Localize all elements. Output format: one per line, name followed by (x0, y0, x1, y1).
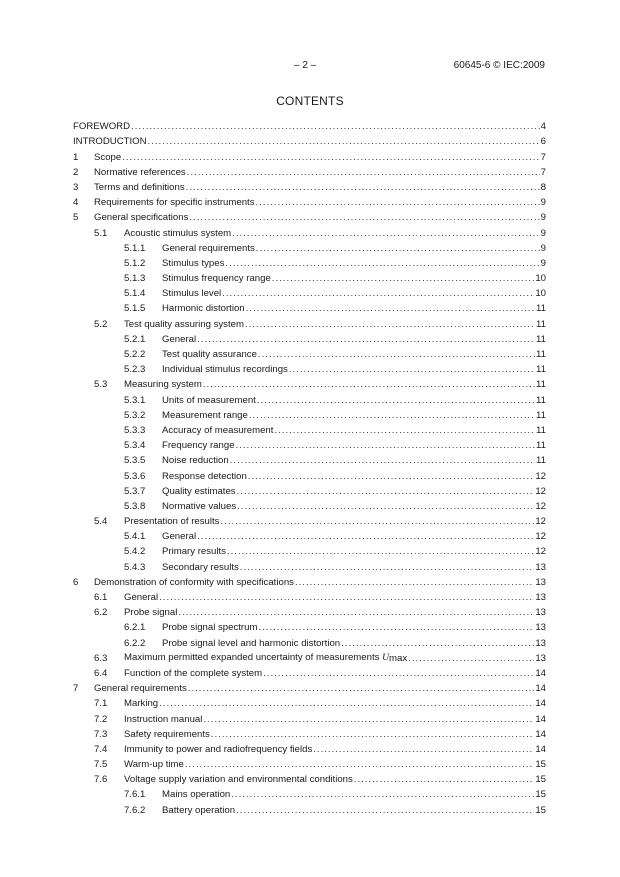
toc-entry-title: FOREWORD (73, 121, 131, 133)
toc-entry[interactable] (73, 679, 546, 694)
toc-entry-page: 13 (535, 561, 546, 573)
toc-entry-number: 6 (73, 576, 79, 588)
toc-entry[interactable] (73, 451, 546, 466)
toc-entry-page: 12 (535, 531, 546, 543)
toc-entry-number: 7.1 (94, 698, 108, 710)
toc-entry-number: 7.6.1 (124, 789, 146, 801)
toc-entry-number: 5.1.1 (124, 242, 146, 254)
dot-leader (313, 744, 534, 755)
toc-entry[interactable] (73, 147, 546, 162)
toc-entry-title: Response detection (162, 470, 247, 482)
dot-leader (274, 425, 535, 436)
toc-entry[interactable] (73, 588, 546, 603)
toc-entry-title: Secondary results (162, 561, 239, 573)
toc-entry-number: 5.4.1 (124, 531, 146, 543)
toc-entry-page: 7 (540, 166, 546, 178)
toc-entry[interactable] (73, 527, 546, 542)
toc-entry-page: 13 (535, 576, 546, 588)
toc-entry-number: 5.1 (94, 227, 108, 239)
toc-entry-title: Test quality assuring system (124, 318, 244, 330)
toc-entry-page: 6 (540, 136, 546, 148)
toc-entry-page: 14 (535, 698, 546, 710)
dot-leader (263, 668, 534, 679)
toc-entry-title: Primary results (162, 546, 226, 558)
toc-entry-page: 14 (535, 683, 546, 695)
toc-entry-number: 7.6 (94, 774, 108, 786)
toc-entry-number: 5.3.6 (124, 470, 146, 482)
dot-leader (231, 789, 534, 800)
toc-entry[interactable] (73, 299, 546, 314)
toc-entry[interactable] (73, 497, 546, 512)
toc-entry[interactable] (73, 269, 546, 284)
toc-entry-page: 15 (535, 774, 546, 786)
toc-entry-title: General specifications (94, 212, 189, 224)
toc-entry-page: 8 (540, 181, 546, 193)
toc-entry-number: 2 (73, 166, 79, 178)
toc-entry-title: Accuracy of measurement (162, 424, 274, 436)
toc-entry-number: 6.4 (94, 667, 108, 679)
toc-entry[interactable] (73, 694, 546, 709)
dot-leader (159, 592, 534, 603)
toc-entry-page: 11 (536, 440, 546, 452)
toc-entry[interactable] (73, 360, 546, 375)
contents-title: CONTENTS (276, 94, 344, 108)
dot-leader (131, 121, 540, 132)
toc-entry-number: 6.2.1 (124, 622, 146, 634)
toc-entry-number: 5.1.5 (124, 303, 146, 315)
toc-entry[interactable] (73, 254, 546, 269)
dot-leader (258, 622, 534, 633)
toc-entry-number: 7.3 (94, 728, 108, 740)
toc-entry-page: 14 (535, 743, 546, 755)
toc-entry[interactable] (73, 163, 546, 178)
toc-entry-page: 12 (535, 500, 546, 512)
toc-entry-title: INTRODUCTION (73, 136, 147, 148)
toc-entry-title: General (124, 592, 159, 603)
toc-entry[interactable] (73, 664, 546, 679)
toc-entry[interactable] (73, 482, 546, 497)
toc-entry-page: 11 (536, 409, 546, 421)
toc-entry-title: Probe signal spectrum (162, 622, 258, 634)
dot-leader (237, 486, 535, 497)
toc-entry-page: 12 (535, 485, 546, 497)
toc-entry[interactable] (73, 512, 546, 527)
toc-entry-title: Maximum permitted expanded uncertainty of measurements $U_{max}$ (124, 651, 408, 664)
toc-entry[interactable] (73, 375, 546, 390)
toc-entry-number: 5.4.3 (124, 561, 146, 573)
toc-entry-title: Demonstration of conformity with specifications (94, 576, 294, 588)
dot-leader (236, 440, 536, 451)
toc-entry-title: Stimulus frequency range (162, 273, 271, 285)
toc-entry-number: 5.3.5 (124, 455, 146, 467)
toc-entry-number: 6.1 (94, 592, 108, 603)
toc-entry[interactable] (73, 436, 546, 451)
toc-entry-number: 5.2 (94, 318, 108, 330)
toc-entry-number: 5.4 (94, 516, 108, 528)
toc-entry-page: 11 (536, 424, 546, 436)
toc-entry[interactable] (73, 800, 546, 815)
toc-entry-page: 15 (535, 789, 546, 801)
dot-leader (257, 395, 535, 406)
dot-leader (189, 212, 539, 223)
toc-entry[interactable] (73, 755, 546, 770)
dot-leader (186, 182, 540, 193)
toc-entry-page: 11 (536, 394, 546, 406)
dot-leader (211, 729, 534, 740)
dot-leader (148, 136, 540, 147)
toc-entry-title: Frequency range (162, 440, 235, 452)
toc-entry[interactable] (73, 314, 546, 329)
toc-entry-number: 5.3.2 (124, 409, 146, 421)
toc-entry-title: Test quality assurance (162, 349, 257, 360)
dot-leader (237, 501, 534, 512)
dot-leader (225, 258, 539, 269)
toc-entry[interactable] (73, 390, 546, 405)
dot-leader (187, 167, 540, 178)
toc-entry-number: 5.3.1 (124, 394, 146, 406)
table-of-contents (73, 117, 546, 816)
toc-entry-number: 6.3 (94, 652, 108, 664)
toc-entry-number: 7.6.2 (124, 804, 146, 816)
toc-entry-number: 5.3.8 (124, 500, 146, 512)
toc-entry-page: 9 (540, 242, 546, 254)
toc-entry-number: 5.3.4 (124, 440, 146, 452)
dot-leader (249, 410, 535, 421)
toc-entry-page: 11 (536, 379, 546, 391)
dot-leader (203, 379, 535, 390)
toc-entry-number: 5 (73, 212, 79, 224)
toc-entry-title: Individual stimulus recordings (162, 364, 288, 376)
toc-entry-title: Immunity to power and radiofrequency fields (124, 743, 313, 755)
dot-leader (295, 577, 534, 588)
toc-entry-title: Requirements for specific instruments (94, 197, 255, 209)
toc-entry-page: 14 (535, 728, 546, 740)
toc-entry-number: 5.2.1 (124, 333, 146, 345)
toc-entry-page: 11 (536, 333, 546, 345)
toc-entry-number: 1 (73, 151, 79, 163)
toc-entry[interactable] (73, 785, 546, 800)
toc-entry-title: General (162, 333, 197, 345)
toc-entry-title: Presentation of results (124, 516, 220, 528)
toc-entry-page: 4 (540, 121, 546, 133)
dot-leader (197, 334, 535, 345)
toc-entry-title: Scope (94, 151, 122, 163)
toc-entry-page: 7 (540, 151, 546, 163)
toc-entry-title: Quality estimates (162, 485, 236, 497)
toc-entry-number: 5.1.4 (124, 288, 146, 300)
toc-entry-title: Noise reduction (162, 455, 229, 467)
toc-entry-number: 7.4 (94, 743, 108, 755)
toc-entry-page: 12 (535, 546, 546, 558)
toc-entry-number: 5.2.2 (124, 349, 146, 360)
dot-leader (230, 455, 535, 466)
toc-entry-number: 5.3.7 (124, 485, 146, 497)
toc-entry-page: 14 (535, 667, 546, 679)
toc-entry-page: 15 (535, 804, 546, 816)
dot-leader (188, 683, 535, 694)
dot-leader (232, 228, 539, 239)
toc-entry-title: Terms and definitions (94, 181, 185, 193)
toc-entry-title: General requirements (162, 242, 255, 254)
toc-entry-page: 12 (535, 470, 546, 482)
dot-leader (236, 805, 534, 816)
dot-leader (159, 698, 534, 709)
toc-entry-title: Probe signal level and harmonic distortion (162, 637, 341, 649)
toc-entry-page: 9 (540, 197, 546, 209)
dot-leader (185, 759, 534, 770)
toc-entry[interactable] (73, 542, 546, 557)
toc-entry-number: 7.5 (94, 759, 108, 771)
toc-entry[interactable] (73, 740, 546, 755)
toc-entry[interactable] (73, 633, 546, 648)
toc-entry-title: General (162, 531, 197, 543)
toc-entry[interactable] (73, 345, 546, 360)
toc-entry[interactable] (73, 284, 546, 299)
toc-entry[interactable] (73, 573, 546, 588)
toc-entry-number: 3 (73, 181, 79, 193)
toc-entry-title: Stimulus level (162, 288, 222, 300)
toc-entry-number: 4 (73, 197, 79, 209)
toc-entry-title: Function of the complete system (124, 667, 263, 679)
toc-entry-title: Battery operation (162, 804, 236, 816)
dot-leader (354, 774, 535, 785)
toc-entry-page: 13 (535, 592, 546, 603)
toc-entry-page: 13 (535, 652, 546, 664)
toc-entry-page: 15 (535, 759, 546, 771)
toc-entry[interactable] (73, 770, 546, 785)
dot-leader (258, 349, 535, 360)
toc-entry-page: 11 (536, 349, 546, 360)
toc-entry-page: 13 (535, 622, 546, 634)
toc-entry[interactable] (73, 117, 546, 132)
toc-entry-number: 5.3.3 (124, 424, 146, 436)
toc-entry[interactable] (73, 603, 546, 618)
toc-entry[interactable] (73, 618, 546, 633)
toc-entry-page: 10 (535, 273, 546, 285)
toc-entry[interactable] (73, 223, 546, 238)
toc-entry-page: 9 (540, 212, 546, 224)
dot-leader (256, 197, 540, 208)
toc-entry-number: 5.4.2 (124, 546, 146, 558)
standard-designation: 60645-6 © IEC:2009 (453, 60, 545, 71)
toc-entry[interactable] (73, 709, 546, 724)
toc-entry-title: Normative references (94, 166, 186, 178)
toc-entry[interactable] (73, 725, 546, 740)
dot-leader (222, 288, 534, 299)
toc-entry-number: 5.1.2 (124, 257, 146, 269)
toc-entry-number: 5.3 (94, 379, 108, 391)
dot-leader (272, 273, 535, 284)
toc-entry-title: Stimulus types (162, 257, 225, 269)
toc-entry-page: 9 (540, 257, 546, 269)
toc-entry[interactable] (73, 208, 546, 223)
toc-entry-number: 7.2 (94, 713, 108, 725)
toc-entry-number: 5.2.3 (124, 364, 146, 376)
toc-entry[interactable] (73, 239, 546, 254)
page-number: – 2 – (294, 60, 317, 71)
toc-entry-title: Mains operation (162, 789, 231, 801)
toc-entry-number: 7 (73, 683, 79, 695)
toc-entry[interactable] (73, 421, 546, 436)
toc-entry-page: 10 (535, 288, 546, 300)
toc-entry-title: Normative values (162, 500, 237, 512)
toc-entry-title: General requirements (94, 683, 187, 695)
toc-entry-number: 6.2.2 (124, 637, 146, 649)
toc-entry-page: 11 (536, 455, 546, 467)
dot-leader (122, 152, 539, 163)
dot-leader (248, 471, 535, 482)
toc-entry-title: Measurement range (162, 409, 248, 421)
toc-entry-title: Measuring system (124, 379, 202, 391)
dot-leader (227, 546, 534, 557)
toc-entry-number: 5.1.3 (124, 273, 146, 285)
dot-leader (246, 303, 535, 314)
dot-leader (245, 319, 535, 330)
toc-entry[interactable] (73, 649, 546, 664)
toc-entry-page: 11 (536, 318, 546, 330)
uncertainty-symbol: $U_{max}$ (382, 651, 408, 664)
toc-entry-title: Probe signal (124, 607, 178, 619)
toc-entry-title: Instruction manual (124, 713, 203, 725)
toc-entry-title: Acoustic stimulus system (124, 227, 232, 239)
page-header (0, 60, 620, 74)
dot-leader (256, 243, 540, 254)
toc-entry-page: 9 (540, 227, 546, 239)
toc-entry[interactable] (73, 330, 546, 345)
toc-entry-page: 11 (536, 364, 546, 376)
dot-leader (197, 531, 534, 542)
dot-leader (408, 653, 534, 664)
toc-entry-title: Units of measurement (162, 394, 256, 406)
dot-leader (341, 638, 534, 649)
toc-entry-title: Safety requirements (124, 728, 210, 740)
toc-entry-page: 13 (535, 637, 546, 649)
dot-leader (203, 714, 534, 725)
toc-entry[interactable] (73, 193, 546, 208)
toc-entry-title: Warm-up time (124, 759, 184, 771)
toc-entry-number: 6.2 (94, 607, 108, 619)
toc-entry-title: Marking (124, 698, 159, 710)
dot-leader (178, 607, 534, 618)
dot-leader (289, 364, 535, 375)
toc-entry-title: Harmonic distortion (162, 303, 245, 315)
toc-entry[interactable] (73, 178, 546, 193)
toc-entry-title: Voltage supply variation and environmental conditions (124, 774, 353, 786)
toc-entry[interactable] (73, 406, 546, 421)
toc-entry[interactable] (73, 557, 546, 572)
toc-entry-page: 14 (535, 713, 546, 725)
dot-leader (220, 516, 534, 527)
toc-entry[interactable] (73, 132, 546, 147)
toc-entry-page: 12 (535, 516, 546, 528)
toc-entry-page: 11 (536, 303, 546, 315)
dot-leader (240, 562, 535, 573)
toc-entry[interactable] (73, 466, 546, 481)
toc-entry-page: 13 (535, 607, 546, 619)
